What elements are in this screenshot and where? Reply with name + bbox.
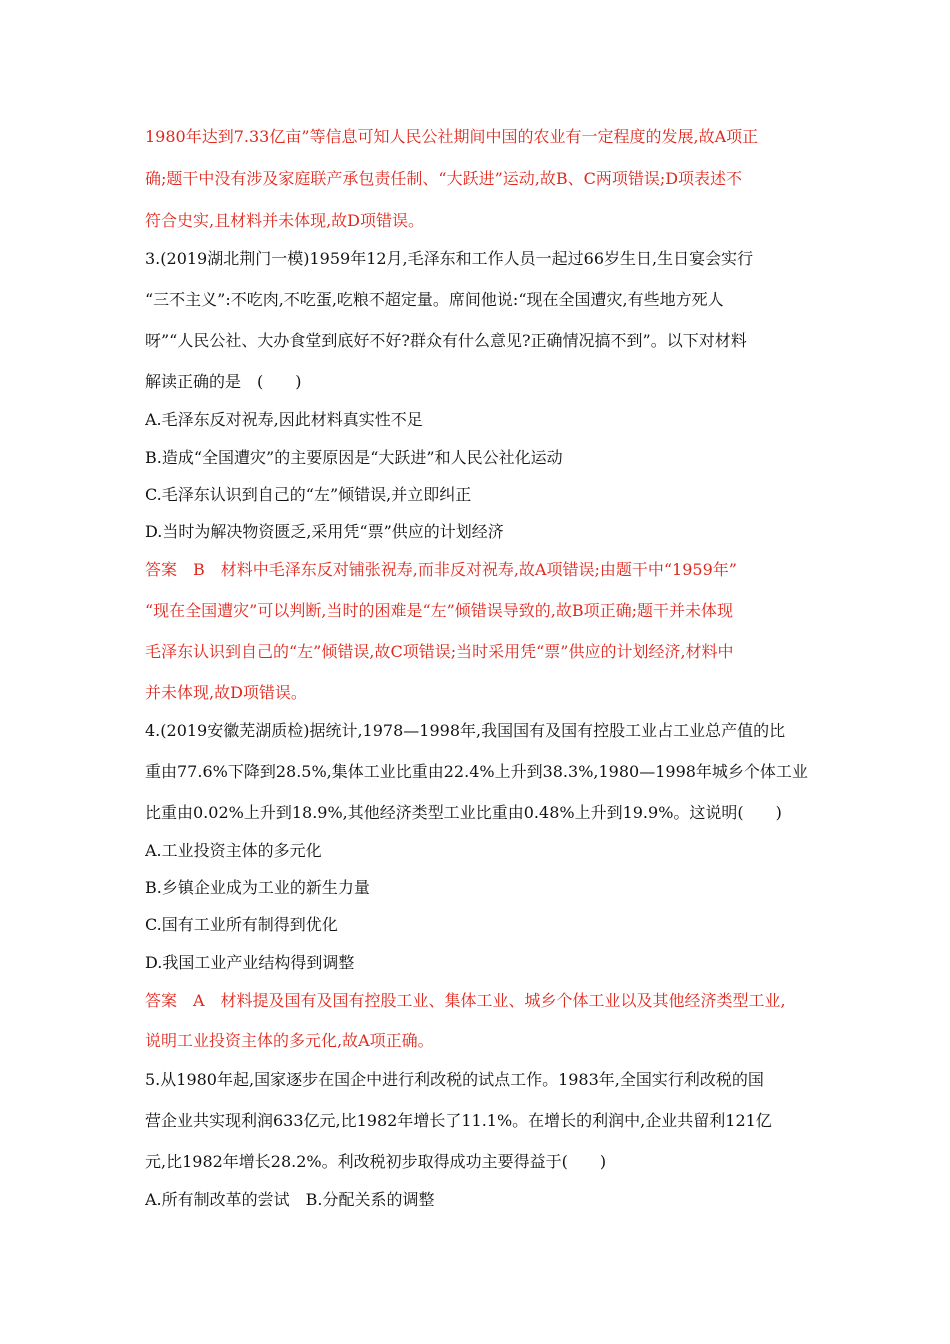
question-3-stem: 解读正确的是 ( ) — [145, 372, 302, 391]
question-5-options: A.所有制改革的尝试 B.分配关系的调整 — [145, 1190, 435, 1209]
explanation-line: 确;题干中没有涉及家庭联产承包责任制、“大跃进”运动,故B、C两项错误;D项表述不 — [145, 169, 743, 188]
question-4-stem: 重由77.6%下降到28.5%,集体工业比重由22.4%上升到38.3%,1980—1998年城乡个体工业 — [145, 762, 808, 781]
explanation-line: 符合史实,且材料并未体现,故D项错误。 — [145, 211, 425, 230]
question-3-stem: “三不主义”:不吃肉,不吃蛋,吃粮不超定量。席间他说:“现在全国遭灾,有些地方死人 — [145, 290, 724, 309]
question-3-answer: 答案 B 材料中毛泽东反对铺张祝寿,而非反对祝寿,故A项错误;由题干中“1959年” — [145, 560, 737, 579]
question-3-option-c: C.毛泽东认识到自己的“左”倾错误,并立即纠正 — [145, 485, 472, 504]
question-4-option-b: B.乡镇企业成为工业的新生力量 — [145, 878, 370, 897]
question-3-option-d: D.当时为解决物资匮乏,采用凭“票”供应的计划经济 — [145, 522, 504, 541]
question-4-answer: 说明工业投资主体的多元化,故A项正确。 — [145, 1031, 434, 1050]
question-3-answer: 并未体现,故D项错误。 — [145, 683, 307, 702]
question-4-option-c: C.国有工业所有制得到优化 — [145, 915, 338, 934]
question-3-answer: 毛泽东认识到自己的“左”倾错误,故C项错误;当时采用凭“票”供应的计划经济,材料中 — [145, 642, 734, 661]
question-4-stem: 比重由0.02%上升到18.9%,其他经济类型工业比重由0.48%上升到19.9%。这说明( ) — [145, 803, 782, 822]
question-4-answer: 答案 A 材料提及国有及国有控股工业、集体工业、城乡个体工业以及其他经济类型工业, — [145, 991, 786, 1010]
question-3-stem: 3.(2019湖北荆门一模)1959年12月,毛泽东和工作人员一起过66岁生日,生日宴会实行 — [145, 249, 754, 268]
question-3-stem: 呀”“人民公社、大办食堂到底好不好?群众有什么意见?正确情况搞不到”。以下对材料 — [145, 331, 747, 350]
question-3-option-a: A.毛泽东反对祝寿,因此材料真实性不足 — [145, 410, 423, 429]
question-5-stem: 元,比1982年增长28.2%。利改税初步取得成功主要得益于( ) — [145, 1152, 607, 1171]
question-3-answer: “现在全国遭灾”可以判断,当时的困难是“左”倾错误导致的,故B项正确;题干并未体现 — [145, 601, 734, 620]
question-4-option-d: D.我国工业产业结构得到调整 — [145, 953, 355, 972]
explanation-line: 1980年达到7.33亿亩”等信息可知人民公社期间中国的农业有一定程度的发展,故A项正 — [145, 127, 759, 146]
question-4-option-a: A.工业投资主体的多元化 — [145, 841, 322, 860]
question-4-stem: 4.(2019安徽芜湖质检)据统计,1978—1998年,我国国有及国有控股工业占工业总产值的比 — [145, 721, 786, 740]
question-3-option-b: B.造成“全国遭灾”的主要原因是“大跃进”和人民公社化运动 — [145, 448, 563, 467]
question-5-stem: 营企业共实现利润633亿元,比1982年增长了11.1%。在增长的利润中,企业共留利121亿 — [145, 1111, 772, 1130]
question-5-stem: 5.从1980年起,国家逐步在国企中进行利改税的试点工作。1983年,全国实行利改税的国 — [145, 1070, 764, 1089]
